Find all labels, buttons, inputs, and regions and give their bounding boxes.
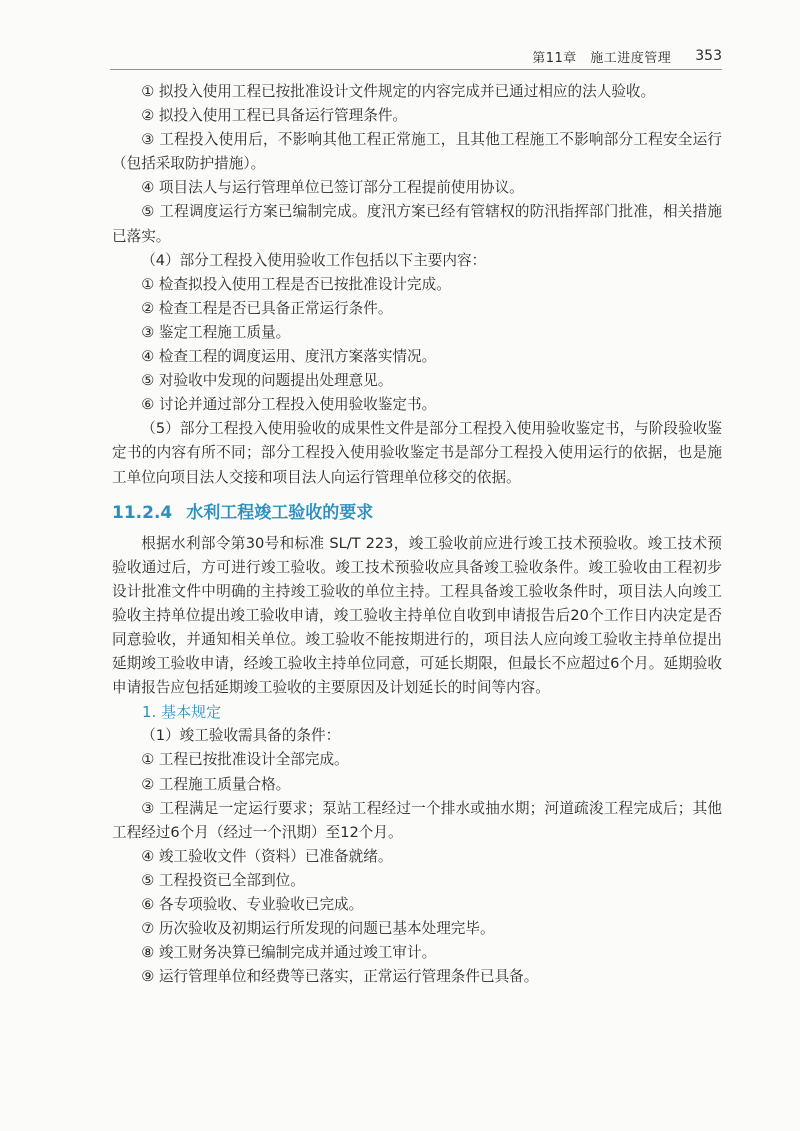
chapter-title: 第11章 施工进度管理 — [532, 50, 672, 66]
paragraph: ⑦ 历次验收及初期运行所发现的问题已基本处理完毕。 — [141, 920, 495, 938]
paragraph: ⑥ 讨论并通过部分工程投入使用验收鉴定书。 — [141, 396, 437, 414]
paragraph: ② 拟投入使用工程已具备运行管理条件。 — [141, 107, 408, 125]
section-heading — [112, 500, 722, 526]
paragraph: 根据水利部令第30号和标准 SL/T 223，竣工验收前应进行竣工技术预验收。竣工技术预验收通过后，方可进行竣工验收。竣工技术预验收应具备竣工验收条件。竣工验收由工程初步设计批准文件中明确的主持竣工验收的单位主持。工程具备竣工验收条件时，项目法人向竣工验收主持单位提出竣工验收申请，竣工验收主持单位自收到申请报告后20个工作日内决定是否同意验收，并通知相关单位。竣工验收不能按期进行的，项目法人应向竣工验收主持单位提出延期竣工验收申请，经竣工验收主持单位同意，可延长期限，但最长不应超过6个月。延期验收申请报告应包括延期竣工验收的主要原因及计划延长的时间等内容。 — [112, 534, 722, 697]
paragraph: （4）部分工程投入使用验收工作包括以下主要内容： — [141, 251, 487, 269]
paragraph: ④ 竣工验收文件（资料）已准备就绪。 — [141, 847, 393, 865]
paragraph: ① 检查拟投入使用工程是否已按批准设计完成。 — [141, 275, 451, 293]
paragraph: ⑥ 各专项验收、专业验收已完成。 — [141, 896, 364, 913]
paragraph: ② 检查工程是否已具备正常运行条件。 — [141, 299, 393, 317]
subsection-heading: 1. 基本规定 — [142, 703, 222, 722]
paragraph: ④ 项目法人与运行管理单位已签订部分工程提前使用协议。 — [141, 179, 524, 197]
paragraph: （5）部分工程投入使用验收的成果性文件是部分工程投入使用验收鉴定书，与阶段验收鉴定书的内容有所不同；部分工程投入使用验收鉴定书是部分工程投入使用运行的依据，也是施工单位向项目法人交接和项目法人向运行管理单位移交的依据。 — [112, 420, 722, 486]
body-text — [112, 80, 722, 989]
paragraph: ① 工程已按批准设计全部完成。 — [141, 751, 349, 769]
paragraph: ⑤ 对验收中发现的问题提出处理意见。 — [141, 372, 393, 390]
paragraph: ③ 工程满足一定运行要求；泵站工程经过一个排水或抽水期；河道疏浚工程完成后；其他工程经过6个月（经过一个汛期）至12个月。 — [112, 799, 722, 841]
paragraph: ⑤ 工程调度运行方案已编制完成。度汛方案已经有管辖权的防汛指挥部门批准，相关措施已落实。 — [112, 203, 722, 245]
running-header — [110, 44, 722, 68]
page-number: 353 — [695, 48, 722, 64]
paragraph: ② 工程施工质量合格。 — [141, 775, 291, 793]
paragraph: ③ 工程投入使用后，不影响其他工程正常施工，且其他工程施工不影响部分工程安全运行（包括采取防护措施）。 — [112, 131, 722, 173]
paragraph: ③ 鉴定工程施工质量。 — [141, 323, 291, 341]
header-divider — [110, 69, 722, 70]
section-number: 11.2.4 — [112, 502, 173, 523]
paragraph: ⑧ 竣工财务决算已编制完成并通过竣工审计。 — [141, 944, 437, 962]
paragraph: ④ 检查工程的调度运用、度汛方案落实情况。 — [141, 348, 437, 366]
paragraph: ⑨ 运行管理单位和经费等已落实，正常运行管理条件已具备。 — [141, 968, 539, 986]
paragraph: ⑤ 工程投资已全部到位。 — [141, 871, 305, 889]
paragraph: （1）竣工验收需具备的条件： — [141, 727, 341, 745]
section-title: 水利工程竣工验收的要求 — [186, 502, 374, 523]
paragraph: ① 拟投入使用工程已按批准设计文件规定的内容完成并已通过相应的法人验收。 — [141, 83, 656, 100]
